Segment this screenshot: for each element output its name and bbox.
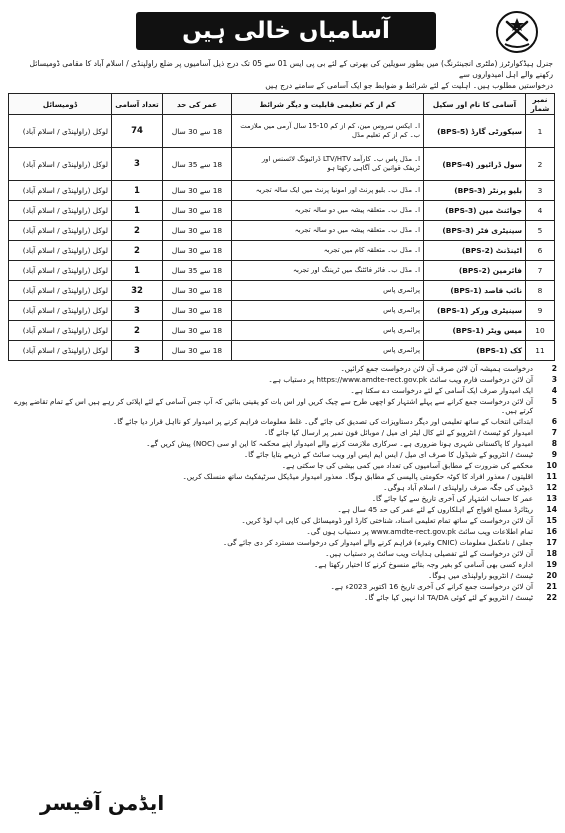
row-domicile: لوکل (راولپنڈی / اسلام آباد) bbox=[9, 341, 112, 361]
instruction-item bbox=[8, 397, 557, 415]
row-post: میس ویٹر (BPS-1) bbox=[424, 321, 526, 341]
row-domicile: لوکل (راولپنڈی / اسلام آباد) bbox=[9, 241, 112, 261]
row-num: 1 bbox=[526, 115, 555, 148]
table-row bbox=[9, 241, 555, 261]
row-domicile: لوکل (راولپنڈی / اسلام آباد) bbox=[9, 181, 112, 201]
instruction-number: 14 bbox=[546, 505, 557, 514]
row-num: 4 bbox=[526, 201, 555, 221]
row-qualification: ا۔ مڈل پاس ب۔ کارآمد LTV/HTV ڈرائیونگ لائسنس اور ٹریفک قوانین کی آگاہی رکھتا ہو bbox=[232, 148, 424, 181]
instruction-text: ابتدائی انتخاب کے ساتھ تعلیمی اور دیگر دستاویزات کی تصدیق کی جائے گی۔ غلط معلومات فراہم کرنے پر امیدوار کو نااہل قرار دیا جائے گا۔ bbox=[113, 417, 533, 426]
row-domicile: لوکل (راولپنڈی / اسلام آباد) bbox=[9, 261, 112, 281]
instruction-text: آن لائن درخواست فارم ویب سائٹ https://www.amdte-rect.gov.pk پر دستیاب ہے۔ bbox=[268, 375, 533, 384]
table-row bbox=[9, 148, 555, 181]
row-domicile: لوکل (راولپنڈی / اسلام آباد) bbox=[9, 301, 112, 321]
instruction-item bbox=[8, 593, 557, 602]
header-count: تعداد آسامی bbox=[112, 94, 163, 115]
instruction-item bbox=[8, 538, 557, 547]
instruction-text: ڈیوٹی کی جگہ صرف راولپنڈی / اسلام آباد ہوگی۔ bbox=[383, 483, 533, 492]
instruction-number: 16 bbox=[546, 527, 557, 536]
instruction-text: آن لائن درخواست کے ساتھ تمام تعلیمی اسناد، شناختی کارڈ اور ڈومیسائل کی کاپی اپ لوڈ کریں۔ bbox=[241, 516, 533, 525]
table-row bbox=[9, 201, 555, 221]
instruction-number: 18 bbox=[546, 549, 557, 558]
instruction-item bbox=[8, 560, 557, 569]
instruction-text: آن لائن درخواست جمع کرانے سے پہلے اشتہار کو اچھی طرح سے چیک کریں اور اس بات کو یقینی بنائیں کہ آپ جس آسامی کے لئے اپلائی کر رہے ہیں اس کے تمام تقاضے پورے کرتے ہیں۔ bbox=[13, 397, 533, 415]
row-count: 1 bbox=[112, 201, 163, 221]
row-num: 2 bbox=[526, 148, 555, 181]
row-count: 2 bbox=[112, 321, 163, 341]
instruction-number: 12 bbox=[546, 483, 557, 492]
instruction-number: 19 bbox=[546, 560, 557, 569]
vacancy-table-body bbox=[9, 115, 555, 361]
row-qualification: ا۔ مڈل ب۔ بلیو پرنٹ اور امونیا پرنٹ میں ایک سالہ تجربہ bbox=[232, 181, 424, 201]
instruction-item bbox=[8, 472, 557, 481]
instruction-text: امیدوار کا پاکستانی شہری ہونا ضروری ہے۔ سرکاری ملازمت کرنے والے امیدوار اپنے محکمہ کا این او سی (NOC) پیش کریں گے۔ bbox=[146, 439, 533, 448]
row-age: 18 سے 35 سال bbox=[163, 261, 232, 281]
instruction-item bbox=[8, 375, 557, 384]
header-post: آسامی کا نام اور سکیل bbox=[424, 94, 526, 115]
instruction-text: آن لائن درخواست جمع کرانے کی آخری تاریخ 16 اکتوبر 2023ء ہے۔ bbox=[330, 582, 533, 591]
row-qualification: پرائمری پاس bbox=[232, 281, 424, 301]
table-row bbox=[9, 341, 555, 361]
intro-text: جنرل ہیڈکوارٹرز (ملٹری انجینئرنگ) میں بطور سویلین کی بھرتی کے لئے بی پی ایس 01 سے 05 تک درج ذیل آسامیوں پر ضلع راولپنڈی / اسلام آباد کا مقامی ڈومیسائل رکھنے والے اہل امیدواروں سے درخواستیں مطلوب ہیں۔ اہلیت کے لئے شرائط و ضوابط جو ایک آسامی کے سامنے درج ہیں bbox=[29, 59, 553, 90]
instruction-item bbox=[8, 571, 557, 580]
instruction-number: 15 bbox=[546, 516, 557, 525]
row-age: 18 سے 35 سال bbox=[163, 148, 232, 181]
row-count: 3 bbox=[112, 341, 163, 361]
instruction-text: عمر کا حساب اشتہار کی آخری تاریخ سے کیا جائے گا۔ bbox=[371, 494, 533, 503]
row-post: سیکورٹی گارڈ (BPS-5) bbox=[424, 115, 526, 148]
instruction-item bbox=[8, 364, 557, 373]
row-count: 2 bbox=[112, 221, 163, 241]
table-row bbox=[9, 281, 555, 301]
instruction-text: امیدوار کو ٹیسٹ / انٹرویو کے لئے کال لیٹر ای میل / موبائل فون نمبر پر ارسال کیا جائے گا۔ bbox=[264, 428, 533, 437]
row-domicile: لوکل (راولپنڈی / اسلام آباد) bbox=[9, 281, 112, 301]
table-row bbox=[9, 115, 555, 148]
instruction-item bbox=[8, 505, 557, 514]
instruction-number: 21 bbox=[546, 582, 557, 591]
row-age: 18 سے 30 سال bbox=[163, 201, 232, 221]
instructions-list bbox=[8, 364, 557, 602]
row-post: اٹینڈنٹ (BPS-2) bbox=[424, 241, 526, 261]
row-age: 18 سے 30 سال bbox=[163, 281, 232, 301]
instruction-number: 2 bbox=[551, 364, 557, 373]
instruction-text: ادارہ کسی بھی آسامی کو بغیر وجہ بتائے منسوخ کرنے کا اختیار رکھتا ہے۔ bbox=[314, 560, 533, 569]
table-row bbox=[9, 321, 555, 341]
instruction-number: 9 bbox=[551, 450, 557, 459]
instruction-number: 20 bbox=[546, 571, 557, 580]
instruction-item bbox=[8, 549, 557, 558]
instruction-number: 3 bbox=[551, 375, 557, 384]
table-row bbox=[9, 221, 555, 241]
header-domicile: ڈومیسائل bbox=[9, 94, 112, 115]
row-num: 3 bbox=[526, 181, 555, 201]
row-age: 18 سے 30 سال bbox=[163, 321, 232, 341]
row-age: 18 سے 30 سال bbox=[163, 241, 232, 261]
row-domicile: لوکل (راولپنڈی / اسلام آباد) bbox=[9, 115, 112, 148]
instruction-number: 10 bbox=[546, 461, 557, 470]
row-qualification: ا۔ مڈل ب۔ متعلقہ پیشہ میں دو سالہ تجربہ bbox=[232, 221, 424, 241]
row-count: 3 bbox=[112, 148, 163, 181]
table-row bbox=[9, 181, 555, 201]
row-count: 1 bbox=[112, 181, 163, 201]
instruction-text: ریٹائرڈ مسلح افواج کے اہلکاروں کے لئے عمر کی حد 45 سال ہے۔ bbox=[337, 505, 533, 514]
row-age: 18 سے 30 سال bbox=[163, 115, 232, 148]
page-title: آسامیاں خالی ہیں bbox=[136, 12, 436, 50]
instruction-number: 5 bbox=[551, 397, 557, 406]
row-count: 3 bbox=[112, 301, 163, 321]
row-count: 32 bbox=[112, 281, 163, 301]
instruction-text: ٹیسٹ / انٹرویو کے لئے کوئی TA/DA ادا نہیں کیا جائے گا۔ bbox=[364, 593, 533, 602]
instruction-number: 13 bbox=[546, 494, 557, 503]
instruction-item bbox=[8, 494, 557, 503]
header-num: نمبر شمار bbox=[526, 94, 555, 115]
row-age: 18 سے 30 سال bbox=[163, 181, 232, 201]
instruction-item bbox=[8, 527, 557, 536]
row-post: فائرمین (BPS-2) bbox=[424, 261, 526, 281]
row-count: 74 bbox=[112, 115, 163, 148]
row-domicile: لوکل (راولپنڈی / اسلام آباد) bbox=[9, 321, 112, 341]
row-age: 18 سے 30 سال bbox=[163, 221, 232, 241]
row-qualification: ا۔ مڈل ب۔ متعلقہ پیشہ میں دو سالہ تجربہ bbox=[232, 201, 424, 221]
instruction-text: تمام اطلاعات ویب سائٹ www.amdte-rect.gov.pk پر دستیاب ہوں گی۔ bbox=[306, 527, 533, 536]
instruction-text: جعلی / نامکمل معلومات (CNIC وغیرہ) فراہم کرنے والے امیدوار کی درخواست مسترد کر دی جائے گی۔ bbox=[222, 538, 533, 547]
row-qualification: پرائمری پاس bbox=[232, 341, 424, 361]
instruction-number: 6 bbox=[551, 417, 557, 426]
row-num: 10 bbox=[526, 321, 555, 341]
header-qualification: کم از کم تعلیمی قابلیت و دیگر شرائط bbox=[232, 94, 424, 115]
row-qualification: پرائمری پاس bbox=[232, 301, 424, 321]
instruction-item bbox=[8, 439, 557, 448]
instruction-item bbox=[8, 428, 557, 437]
instruction-text: آن لائن درخواست کے لئے تفصیلی ہدایات ویب سائٹ پر دستیاب ہیں۔ bbox=[325, 549, 533, 558]
instruction-item bbox=[8, 483, 557, 492]
row-num: 9 bbox=[526, 301, 555, 321]
instruction-item bbox=[8, 450, 557, 459]
row-num: 7 bbox=[526, 261, 555, 281]
row-post: سینیٹری ورکر (BPS-1) bbox=[424, 301, 526, 321]
row-qualification: ا۔ مڈل ب۔ فائر فائٹنگ میں ٹریننگ اور تجربہ bbox=[232, 261, 424, 281]
instruction-number: 8 bbox=[551, 439, 557, 448]
vacancy-table bbox=[8, 93, 555, 361]
instruction-number: 4 bbox=[551, 386, 557, 395]
instruction-item bbox=[8, 516, 557, 525]
row-post: نائب قاصد (BPS-1) bbox=[424, 281, 526, 301]
instruction-text: درخواست ہمیشہ آن لائن صرف آن لائن درخواست جمع کرائیں۔ bbox=[340, 364, 533, 373]
table-header-row bbox=[9, 94, 555, 115]
row-post: جوائنٹ مین (BPS-3) bbox=[424, 201, 526, 221]
table-row bbox=[9, 261, 555, 281]
instruction-item bbox=[8, 417, 557, 426]
row-domicile: لوکل (راولپنڈی / اسلام آباد) bbox=[9, 221, 112, 241]
instruction-item bbox=[8, 386, 557, 395]
row-count: 2 bbox=[112, 241, 163, 261]
instruction-text: اقلیتوں / معذور افراد کا کوٹہ حکومتی پالیسی کے مطابق ہوگا۔ معذور امیدوار میڈیکل سرٹیفکیٹ ساتھ منسلک کریں۔ bbox=[182, 472, 533, 481]
row-post: سول ڈرائیور (BPS-4) bbox=[424, 148, 526, 181]
instruction-text: ٹیسٹ / انٹرویو کے شیڈول کا صرف ای میل / ایس ایم ایس اور ویب سائٹ کے ذریعے بتایا جائے گا۔ bbox=[243, 450, 533, 459]
row-age: 18 سے 30 سال bbox=[163, 341, 232, 361]
row-num: 5 bbox=[526, 221, 555, 241]
row-domicile: لوکل (راولپنڈی / اسلام آباد) bbox=[9, 148, 112, 181]
row-post: بلیو پرنٹر (BPS-3) bbox=[424, 181, 526, 201]
army-emblem-icon bbox=[495, 10, 539, 54]
header bbox=[8, 4, 557, 56]
instruction-text: ٹیسٹ / انٹرویو راولپنڈی میں ہوگا۔ bbox=[428, 571, 533, 580]
row-qualification: پرائمری پاس bbox=[232, 321, 424, 341]
row-post: کک (BPS-1) bbox=[424, 341, 526, 361]
header-age: عمر کی حد bbox=[163, 94, 232, 115]
row-qualification: ا۔ ایکس سروس مین، کم از کم 10-15 سال آرمی میں ملازمت ب۔ کم از کم تعلیم مڈل bbox=[232, 115, 424, 148]
instruction-number: 22 bbox=[546, 593, 557, 602]
row-num: 11 bbox=[526, 341, 555, 361]
instruction-number: 17 bbox=[546, 538, 557, 547]
table-row bbox=[9, 301, 555, 321]
row-post: سینیٹری فٹر (BPS-3) bbox=[424, 221, 526, 241]
instruction-number: 7 bbox=[551, 428, 557, 437]
instruction-number: 11 bbox=[546, 472, 557, 481]
instruction-text: ایک امیدوار صرف ایک آسامی کے لئے درخواست دے سکتا ہے۔ bbox=[350, 386, 533, 395]
row-qualification: ا۔ مڈل ب۔ متعلقہ کام میں تجربہ bbox=[232, 241, 424, 261]
instruction-item bbox=[8, 461, 557, 470]
instruction-item bbox=[8, 582, 557, 591]
signature: ایڈمن آفیسر bbox=[40, 791, 165, 815]
row-num: 8 bbox=[526, 281, 555, 301]
row-domicile: لوکل (راولپنڈی / اسلام آباد) bbox=[9, 201, 112, 221]
row-num: 6 bbox=[526, 241, 555, 261]
instruction-text: محکمے کی ضرورت کے مطابق آسامیوں کی تعداد میں کمی بیشی کی جا سکتی ہے۔ bbox=[281, 461, 533, 470]
row-age: 18 سے 30 سال bbox=[163, 301, 232, 321]
row-count: 1 bbox=[112, 261, 163, 281]
